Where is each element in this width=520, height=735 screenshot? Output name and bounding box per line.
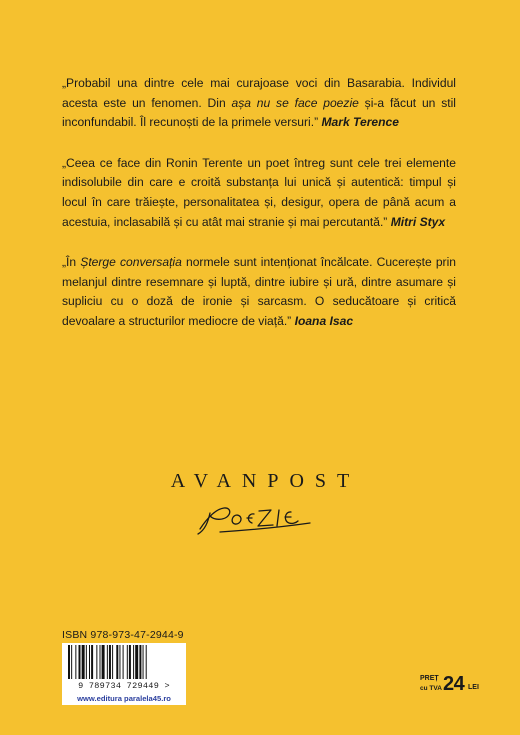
quote-2 [62, 154, 456, 232]
price-amount: 24 [443, 673, 465, 695]
isbn-label: ISBN 978-973-47-2944-9 [62, 629, 184, 641]
publisher-website[interactable]: www.editura paralela45.ro [62, 693, 186, 705]
quote-author: Ioana Isac [294, 313, 354, 328]
quote-text: „Probabil una dintre cele mai curajoase voci din Basarabia. Individul acesta este un fenomen. Din [62, 76, 456, 110]
quote-text-end: și-a făcut un stil inconfundabil. Îl recunoști de la primele versuri.” [62, 95, 456, 130]
poezie-logo-icon [190, 496, 330, 540]
quote-author: Mitri Styx [390, 214, 446, 229]
series-name: AVANPOST [170, 470, 361, 492]
quote-3 [62, 253, 456, 331]
price-tag [420, 675, 490, 699]
quote-italic-title: Șterge conversația [80, 255, 182, 270]
quotes-block [62, 74, 456, 353]
price-label: PREȚ [420, 675, 439, 682]
quote-author: Mark Terence [321, 115, 399, 130]
barcode [62, 643, 186, 693]
barcode-digits: 9 789734 729449 > [78, 681, 170, 691]
price-vat-label: cu TVA [420, 685, 442, 692]
price-currency: LEI [468, 684, 479, 691]
barcode-bars [66, 645, 182, 681]
quote-italic-title: așa nu se face poezie [231, 95, 359, 110]
quote-text-end: normele sunt intenționat încălcate. Cucerește prin melanjul dintre resemnare și luptă, dintre iubire și ură, dintre asumare și supliciu cu o doză de ironie și sarcasm. O seducătoare și critică devoalare a structurilor mediocre de viață.” [62, 255, 456, 328]
quote-1 [62, 74, 456, 133]
quote-text: „Ceea ce face din Ronin Terente un poet întreg sunt cele trei elemente indisolubile din care e croită substanța lui unică și autentică: timpul și locul în care trăiește, personalitatea și, desigur, opera de până acum a acestuia, inclasabilă și cu atât mai stranie și mai percutantă.” [62, 155, 456, 229]
quote-text: „În [62, 255, 81, 270]
